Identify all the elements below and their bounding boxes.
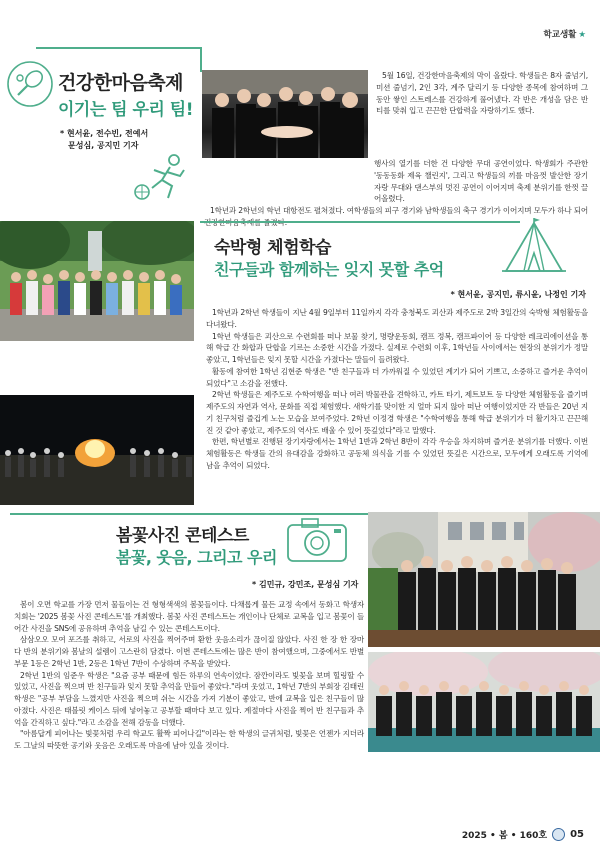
star-icon: ★ [578,30,586,40]
flower-contest-body [14,599,364,752]
festival-paragraph: 1학년과 2학년의 학년 대항전도 펼쳐졌다. 여학생들의 피구 경기와 남학생들의 축구 경기가 이어지며 모두가 하나 되어 [210,206,588,216]
tent-icon [500,217,568,277]
festival-paragraph: 행사의 열기를 더한 건 다양한 무대 공연이었다. 학생회가 주관한 '동동동화 제육 챌린지', 그리고 학생들의 끼를 마음껏 발산한 장기자랑 무대와 댄스부의 멋진 공연이 이어지며 축제 분위기를 한껏 끌어올렸다. [374,159,588,204]
field-trip-photo-campfire-scene [0,395,194,505]
title-divider [36,47,201,49]
article-field-trip [0,215,600,515]
festival-photo-scene [202,70,368,158]
school-seal-icon [552,828,565,841]
camera-icon [284,515,350,565]
field-trip-paragraph: 1학년과 2학년 학생들이 지난 4월 9일부터 11일까지 각각 충청북도 괴산과 제주도로 2박 3일간의 숙박형 체험활동을 다녀왔다. [206,308,588,329]
flower-contest-subtitle: 봄꽃, 웃음, 그리고 우리 [116,548,277,567]
festival-body [376,70,588,117]
field-trip-photo-campfire [0,395,194,505]
festival-paragraph: 5월 16일, 건강한마음축제의 막이 올랐다. 학생들은 8자 줄넘기, 미션 줄넘기, 2인 3각, 계주 달리기 등 다양한 종목에 참여하며 그동안 쌓인 스트레스를 건강하게 풀어냈다. 각 반은 개성을 담은 반티를 맞춰 입고 끈끈한 단합력을 자랑하기도 했다. [376,71,588,116]
festival-title: 건강한마음축제 [58,72,183,94]
flower-contest-paragraph: "아름답게 피어나는 빛꽃처럼 우리 학교도 활짝 피어나길"이라는 한 학생의 글귀처럼, 빛꽃은 언젠가 지더라도 그날의 따뜻한 공기와 웃음은 오래도록 마음에 남아 있을 것이다. [14,729,364,751]
tennis-racket-icon [6,60,54,108]
flower-contest-photo-group [368,652,600,752]
flower-contest-paragraph: 삼삼오오 모여 포즈를 취하고, 서로의 사진을 찍어주며 환한 웃음소리가 끊이질 않았다. 사진 한 장 한 장마다 반의 분위기와 봄날의 설렘이 고스란히 담겼다. 이번 콘테스트에는 많은 반이 참여했으며, 그중에서도 반별 부문 1등은 2학년 1반, 2등은 1학년 7반이 수상하며 주목을 받았다. [14,635,364,668]
field-trip-photo-group [0,221,194,341]
article-festival [0,0,600,215]
festival-reporters [60,128,148,151]
issue-label: 2025 • 봄 • 160호 [461,831,548,841]
field-trip-title: 숙박형 체험학습 [214,238,331,258]
field-trip-body [206,307,588,472]
field-trip-subtitle: 친구들과 함께하는 잊지 못할 추억 [214,260,444,279]
flower-contest-photo-group-scene [368,652,600,752]
flower-contest-paragraph: 2학년 1반의 임준우 학생은 "요즘 공부 때문에 힘든 하루의 연속이었다. 잠깐이라도 빛꽃을 보며 힐링할 수 있었고, 사진을 찍으며 반 친구들과 잊지 못할 추억을 만들어 좋았다."라며 웃었고, 1학년 7반의 부회장 김태린 학생은 "공부 부담을 느꼈지만 사진을 찍으며 쉬는 시간을 가져 기분이 좋았고, 반에 교복을 입은 친구들이 많아졌다. 사진은 태블릿 케이스 뒤에 넣어놓고 공부할 때마다 보고 있다. 계절마다 사진을 찍어 반 친구들과 추억을 간직하고 싶다."라고 소감을 전해 감동을 더했다. [14,670,364,727]
section-label-text: 학교생활 [543,30,577,40]
flower-contest-title: 봄꽃사진 콘테스트 [116,526,249,546]
flower-contest-photo-class-scene [368,512,600,647]
field-trip-paragraph: 2학년 학생들은 제주도로 수학여행을 떠나 여러 박물관을 견학하고, 카트 타기, 제트보트 등 다양한 체험활동을 즐기며 제주도의 자연과 역사, 문화를 직접 체험했다. 새학기를 맞이한 지 얼마 되지 않아 떠난 여행이었지만 각 반들은 20년 지기 친구처럼 즐겁게 노는 모습을 보여주었다. 2학년 이정경 학생은 "수학여행을 통해 학급 분위기가 더 활기차고 끈끈해진 것 같아 좋았고, 제주도의 역사도 배울 수 있어 뜻깊었다"라고 말했다. [206,390,588,435]
festival-reporters-line2: 문성심, 공지민 기자 [68,140,139,150]
festival-subtitle: 이기는 팀 우리 팀! [58,100,193,120]
field-trip-reporters: * 현서윤, 공지민, 류시윤, 나정인 기자 [450,290,586,299]
flower-contest-paragraph: 봄이 오면 학교를 가장 먼저 물들이는 건 형형색색의 봄꽃들이다. 다채롭게 물든 교정 속에서 동화고 학생자치회는 '2025 봄꽃 사진 콘테스트'를 개최했다. 봄꽃 사진 콘테스트는 개인이나 단체로 교복을 입고 봄꽃이 들어간 사진을 SNS에 공유하며 추억을 남길 수 있는 콘테스트이다. [14,600,364,633]
field-trip-paragraph: 한편, 학년별로 진행된 장기자랑에서는 1학년 1반과 2학년 8반이 각각 우승을 차지하며 즐거운 분위기를 더했다. 이번 체험활동은 학생들 간의 유대감을 강화하고 공동체 의식을 기를 수 있었던 뜻깊은 시간으로, 모두에게 오래도록 기억에 남을 추억이 되었다. [206,437,588,470]
title-divider [200,221,520,223]
festival-photo [202,70,368,158]
article-flower-contest [0,505,600,849]
runner-icon [132,152,198,202]
field-trip-paragraph: 활동에 참여한 1학년 김현준 학생은 "반 친구들과 더 가까워질 수 있었던 계기가 되어 기쁘고, 소중하고 즐거운 추억이 되었다"고 소감을 전했다. [206,366,588,388]
page-number: 05 [570,829,584,840]
field-trip-photo-group-scene [0,221,194,341]
festival-reporters-line1: * 현서윤, 전수빈, 전예서 [60,129,149,138]
flower-contest-reporters: * 김민규, 강민조, 문성심 기자 [252,580,359,589]
page-footer [462,828,584,841]
field-trip-paragraph: 1학년 학생들은 괴산으로 수련회를 떠나 보물 찾기, 명량운동회, 캠프 정복, 캠프파이어 등 다양한 레크리에이션을 통해 학급 간 화합과 단합을 기르는 소중한 시간을 가졌다. 실제로 수련회 이후, 1학년들 사이에서는 현장의 분위기가 정말 좋았고, 1학년들은 잊지 못할 시간을 가졌다는 말들이 들려왔다. [206,331,588,365]
title-divider-vertical [200,47,202,72]
flower-contest-photo-class [368,512,600,647]
